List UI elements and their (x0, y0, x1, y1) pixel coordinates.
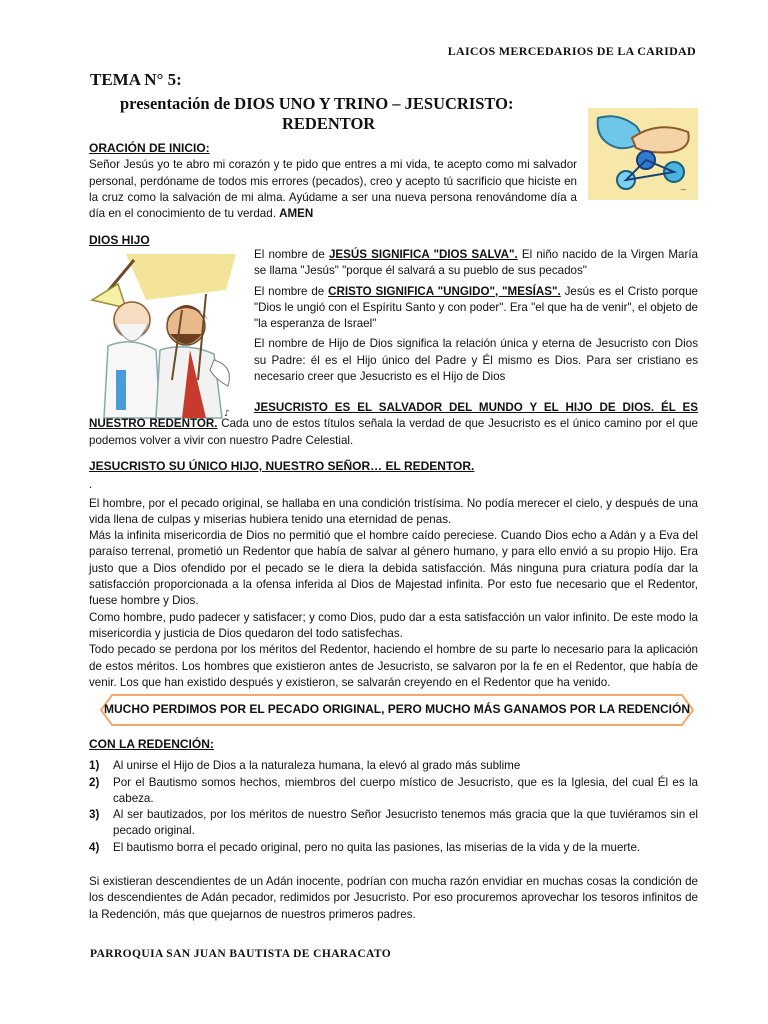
page-title: presentación de DIOS UNO Y TRINO – JESUCRISTO: (120, 94, 514, 113)
prayer-heading: ORACIÓN DE INICIO: (89, 141, 210, 155)
redemption-list (89, 758, 698, 856)
banner-text: MUCHO PERDIMOS POR EL PECADO ORIGINAL, PERO MUCHO MÁS GANAMOS POR LA REDENCIÓN (103, 702, 691, 716)
svg-text:~: ~ (680, 185, 687, 194)
son-of-god-paragraph: El nombre de Hijo de Dios significa la relación única y eterna de Jesucristo con Dios su Padre: él es el Hijo único del Padre y Él mismo es Dios. Para ser cristiano es necesario creer que Jesucristo es el Hijo de Dios (254, 337, 698, 384)
list-item: 1) Al unirse el Hijo de Dios a la naturaleza humana, la elevó al grado más sublime (89, 759, 521, 773)
header-organization: LAICOS MERCEDARIOS DE LA CARIDAD (447, 44, 696, 58)
trinity-hands-illustration (588, 108, 698, 200)
redeemer-paragraph-2: Más la infinita misericordia de Dios no permitió que el hombre caído pereciese. Cuando Dios echo a Adán y a Eva del paraíso terrenal, prometió un Redentor que había de salvar al género humano, y para ello envió a su propio Hijo. Era justo que a Dios ofendido por el pecado se le diera la debida satisfacción. Más ninguna pura criatura podía dar la satisfacción proporcionada a la ofensa inferida al Dios de Majestad infinita. Por esto fue necesario que el Redentor, fuese hombre y Dios. (89, 529, 698, 608)
savior-statement: JESUCRISTO ES EL SALVADOR DEL MUNDO Y EL HIJO DE DIOS. ÉL ES NUESTRO REDENTOR. (89, 401, 698, 431)
page-subtitle: REDENTOR (282, 114, 376, 133)
jesus-cartoon-illustration (86, 250, 242, 424)
list-item: 3) Al ser bautizados, por los méritos de nuestro Señor Jesucristo tenemos más gracia que la que tuviéramos sin el pecado original. (89, 808, 698, 838)
svg-text:♪: ♪ (224, 409, 230, 419)
with-redemption-heading: CON LA REDENCIÓN: (89, 737, 214, 751)
closing-paragraph: Si existieran descendientes de un Adán inocente, podrían con mucha razón envidiar en muchas cosas la condición de los descendientes de Adán pecador, redimidos por Jesucristo. Por eso procuremos aprovechar los tesoros infinitos de la Redención, más que quejarnos de nuestros primeros padres. (89, 875, 698, 921)
prayer-amen: AMEN (279, 207, 314, 221)
christ-name-paragraph: El nombre de CRISTO SIGNIFICA "UNGIDO", "MESÍAS". Jesús es el Cristo porque "Dios le ungió con el Espíritu Santo y con poder". Era "el que ha de venir", el objeto de "la esperanza de Israel" (254, 284, 698, 331)
redeemer-heading: JESUCRISTO SU ÚNICO HIJO, NUESTRO SEÑOR… EL REDENTOR. (89, 459, 475, 473)
jesus-meaning: JESÚS SIGNIFICA "DIOS SALVA". (328, 248, 518, 261)
redeemer-paragraph-1: El hombre, por el pecado original, se hallaba en una condición tristísima. No podía merecer el cielo, y después de una vida llena de culpas y miserias hubiera tenido una eternidad de penas. (89, 496, 698, 526)
redeemer-paragraph-3: Como hombre, pudo padecer y satisfacer; y como Dios, pudo dar a esta satisfacción un valor infinito. De este modo la misericordia y justicia de Dios quedaron del todo satisfechas. (89, 610, 698, 640)
redeemer-paragraph-4: Todo pecado se perdona por los méritos del Redentor, haciendo el hombre de su parte lo necesario para la aplicación de estos méritos. Los hombres que existieron antes de Jesucristo, se salvaron por la fe en el Redentor, que había de venir. Los que han existido después y existieron, se salvarán creyendo en el Redentor que ha venido. (89, 643, 698, 689)
topic-number: TEMA N° 5: (90, 70, 182, 89)
son-of-god-heading: DIOS HIJO (89, 233, 150, 247)
prayer-text: Señor Jesús yo te abro mi corazón y te pido que entres a mi vida, te acepto como mi salvador personal, perdóname de todos mis errores (pecados), creo y acepto tú sacrificio que hiciste en la cruz como la salvación de mi alma. Ayúdame a ser una nueva persona renovándome día a día en el conocimiento de tu verdad. (89, 158, 577, 221)
list-item: 2) Por el Bautismo somos hechos, miembros del cuerpo místico de Jesucristo, que es la Iglesia, del cual Él es la cabeza. (89, 775, 698, 805)
christ-meaning: CRISTO SIGNIFICA "UNGIDO", "MESÍAS". (328, 284, 561, 298)
parish-footer: PARROQUIA SAN JUAN BAUTISTA DE CHARACATO (90, 948, 392, 960)
section-dot: . (89, 478, 93, 492)
list-item: 4) El bautismo borra el pecado original, pero no quita las pasiones, las miserias de la vida y de la muerte. (89, 840, 641, 854)
redemption-banner (100, 694, 694, 726)
jesus-name-paragraph: El nombre de JESÚS SIGNIFICA "DIOS SALVA". El niño nacido de la Virgen María se llama "Jesús" "porque él salvará a su pueblo de sus pecados" (254, 248, 698, 278)
savior-paragraph: JESUCRISTO ES EL SALVADOR DEL MUNDO Y EL HIJO DE DIOS. ÉL ES NUESTRO REDENTOR. Cada uno de estos títulos señala la verdad de que Jesucristo es el único camino por el que podemos volver a vivir con nuestro Padre Celestial. (89, 401, 698, 447)
